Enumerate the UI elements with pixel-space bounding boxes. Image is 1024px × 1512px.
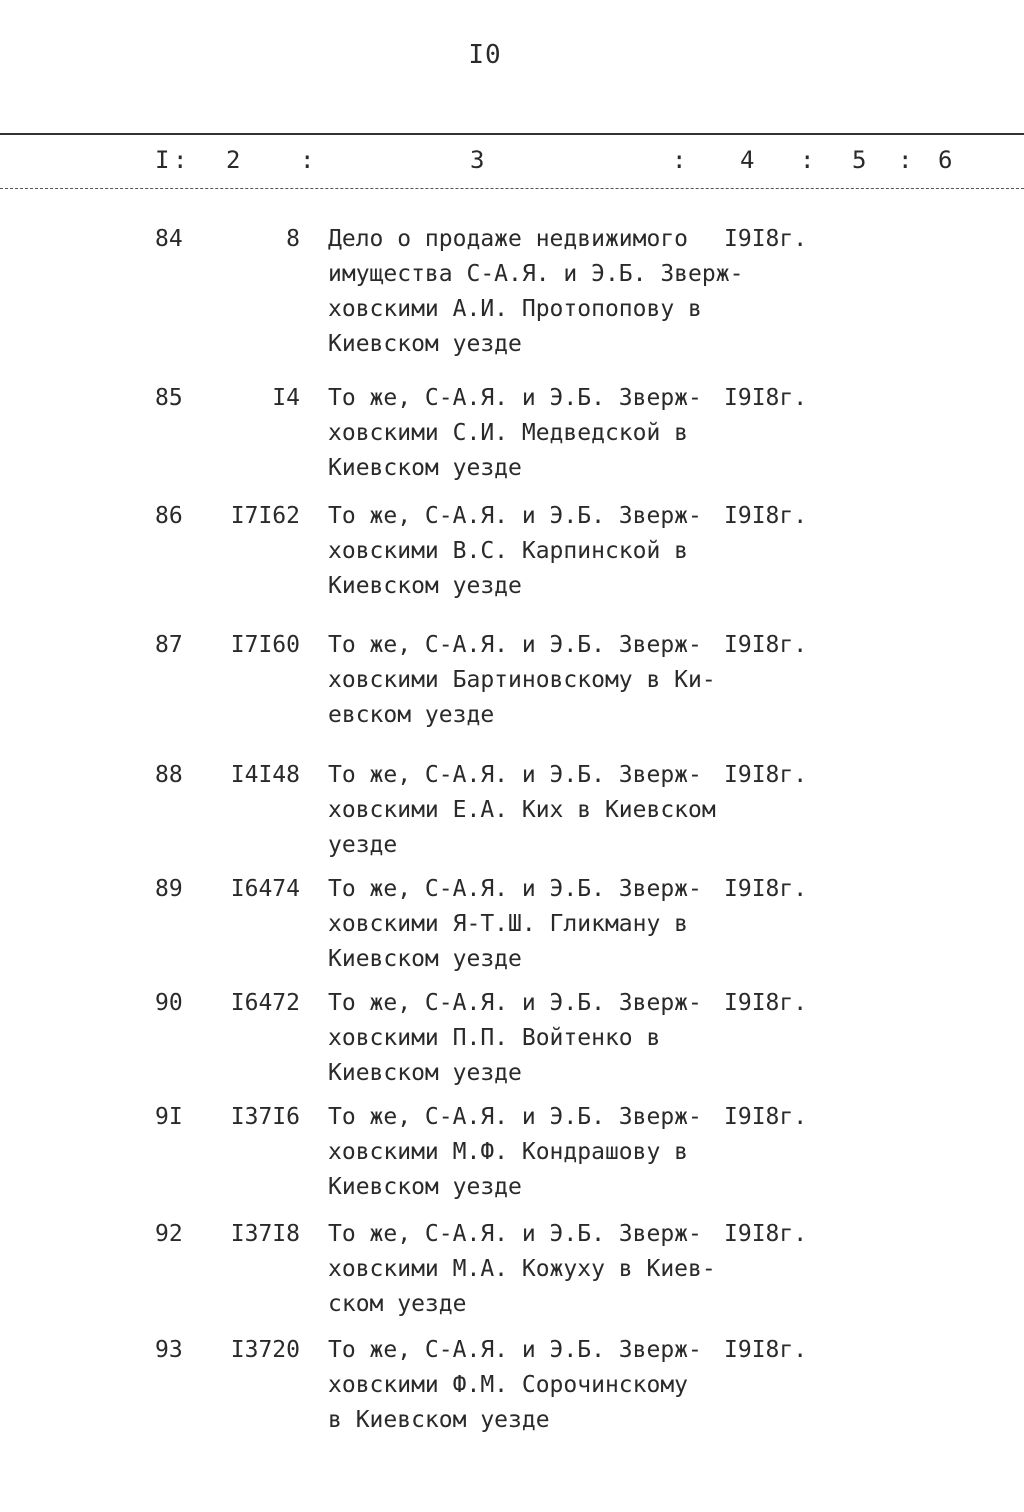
entry-date: I9I8г. [724, 226, 808, 252]
header-bottom-rule [0, 188, 1024, 189]
description-line: в Киевском уезде [328, 1407, 550, 1433]
entry-description [328, 381, 728, 486]
description-line: Киевском уезде [328, 573, 522, 599]
column-header-row [0, 146, 1024, 180]
header-top-rule [0, 133, 1024, 135]
description-line: То же, С-А.Я. и Э.Б. Зверж- [328, 876, 702, 902]
entry-description [328, 1217, 728, 1322]
description-line: Киевском уезде [328, 331, 522, 357]
description-line: ховскими Я-Т.Ш. Гликману в [328, 911, 689, 937]
entry-date: I9I8г. [724, 1104, 808, 1130]
entry-date: I9I8г. [724, 762, 808, 788]
entry-description [328, 1100, 728, 1205]
description-line: То же, С-А.Я. и Э.Б. Зверж- [328, 1221, 702, 1247]
column-separator: : [672, 146, 687, 174]
description-line: Киевском уезде [328, 455, 522, 481]
column-separator: : [300, 146, 315, 174]
entry-date: I9I8г. [724, 1221, 808, 1247]
description-line: ховскими М.Ф. Кондрашову в [328, 1139, 689, 1165]
entry-date: I9I8г. [724, 385, 808, 411]
entry-number: 9I [155, 1104, 183, 1130]
description-line: Дело о продаже недвижимого [328, 226, 689, 252]
entry-code: I3720 [230, 1337, 300, 1363]
description-line: Киевском уезде [328, 946, 522, 972]
column-separator: : [173, 146, 188, 174]
description-line: ховскими Ф.М. Сорочинскому [328, 1372, 689, 1398]
column-3-header: 3 [470, 146, 485, 174]
column-1-header: I [155, 146, 170, 174]
entry-date: I9I8г. [724, 1337, 808, 1363]
description-line: ховскими М.А. Кожуху в Киев- [328, 1256, 716, 1282]
entry-code: I4I48 [230, 762, 300, 788]
entry-number: 86 [155, 503, 183, 529]
entry-description [328, 1333, 728, 1438]
column-2-header: 2 [226, 146, 241, 174]
entry-code: I6472 [230, 990, 300, 1016]
entry-number: 90 [155, 990, 183, 1016]
entry-description [328, 628, 728, 733]
description-line: уезде [328, 832, 398, 858]
description-line: Киевском уезде [328, 1174, 522, 1200]
description-line: Киевском уезде [328, 1060, 522, 1086]
description-line: То же, С-А.Я. и Э.Б. Зверж- [328, 762, 702, 788]
description-line: ховскими П.П. Войтенко в [328, 1025, 661, 1051]
description-line: ховскими Е.А. Ких в Киевском [328, 797, 716, 823]
entry-number: 93 [155, 1337, 183, 1363]
entry-date: I9I8г. [724, 876, 808, 902]
entry-code: I37I8 [230, 1221, 300, 1247]
entry-code: 8 [286, 226, 300, 252]
entry-date: I9I8г. [724, 990, 808, 1016]
entry-number: 85 [155, 385, 183, 411]
column-5-header: 5 [852, 146, 867, 174]
entry-code: I37I6 [230, 1104, 300, 1130]
column-separator: : [800, 146, 815, 174]
description-line: То же, С-А.Я. и Э.Б. Зверж- [328, 990, 702, 1016]
entry-number: 89 [155, 876, 183, 902]
entry-code: I4 [272, 385, 300, 411]
description-line: То же, С-А.Я. и Э.Б. Зверж- [328, 503, 702, 529]
entry-number: 88 [155, 762, 183, 788]
entry-number: 84 [155, 226, 183, 252]
description-line: евском уезде [328, 702, 495, 728]
entry-number: 87 [155, 632, 183, 658]
description-line: ховскими А.И. Протопопову в [328, 296, 702, 322]
description-line: ховскими В.С. Карпинской в [328, 538, 689, 564]
entry-description [328, 872, 728, 977]
column-6-header: 6 [938, 146, 953, 174]
description-line: То же, С-А.Я. и Э.Б. Зверж- [328, 1104, 702, 1130]
description-line: ховскими Бартиновскому в Ки- [328, 667, 716, 693]
description-line: То же, С-А.Я. и Э.Б. Зверж- [328, 1337, 702, 1363]
entry-code: I7I60 [230, 632, 300, 658]
entry-date: I9I8г. [724, 503, 808, 529]
entry-date: I9I8г. [724, 632, 808, 658]
entry-description [328, 986, 728, 1091]
entry-description [328, 758, 728, 863]
page-number: I0 [468, 40, 502, 70]
description-line: имущества С-А.Я. и Э.Б. Зверж- [328, 261, 744, 287]
entry-code: I7I62 [230, 503, 300, 529]
entry-description [328, 499, 728, 604]
description-line: То же, С-А.Я. и Э.Б. Зверж- [328, 385, 702, 411]
description-line: То же, С-А.Я. и Э.Б. Зверж- [328, 632, 702, 658]
description-line: ском уезде [328, 1291, 467, 1317]
column-4-header: 4 [740, 146, 755, 174]
entry-description [328, 222, 744, 362]
description-line: ховскими С.И. Медведской в [328, 420, 689, 446]
entry-number: 92 [155, 1221, 183, 1247]
column-separator: : [898, 146, 913, 174]
entry-code: I6474 [230, 876, 300, 902]
